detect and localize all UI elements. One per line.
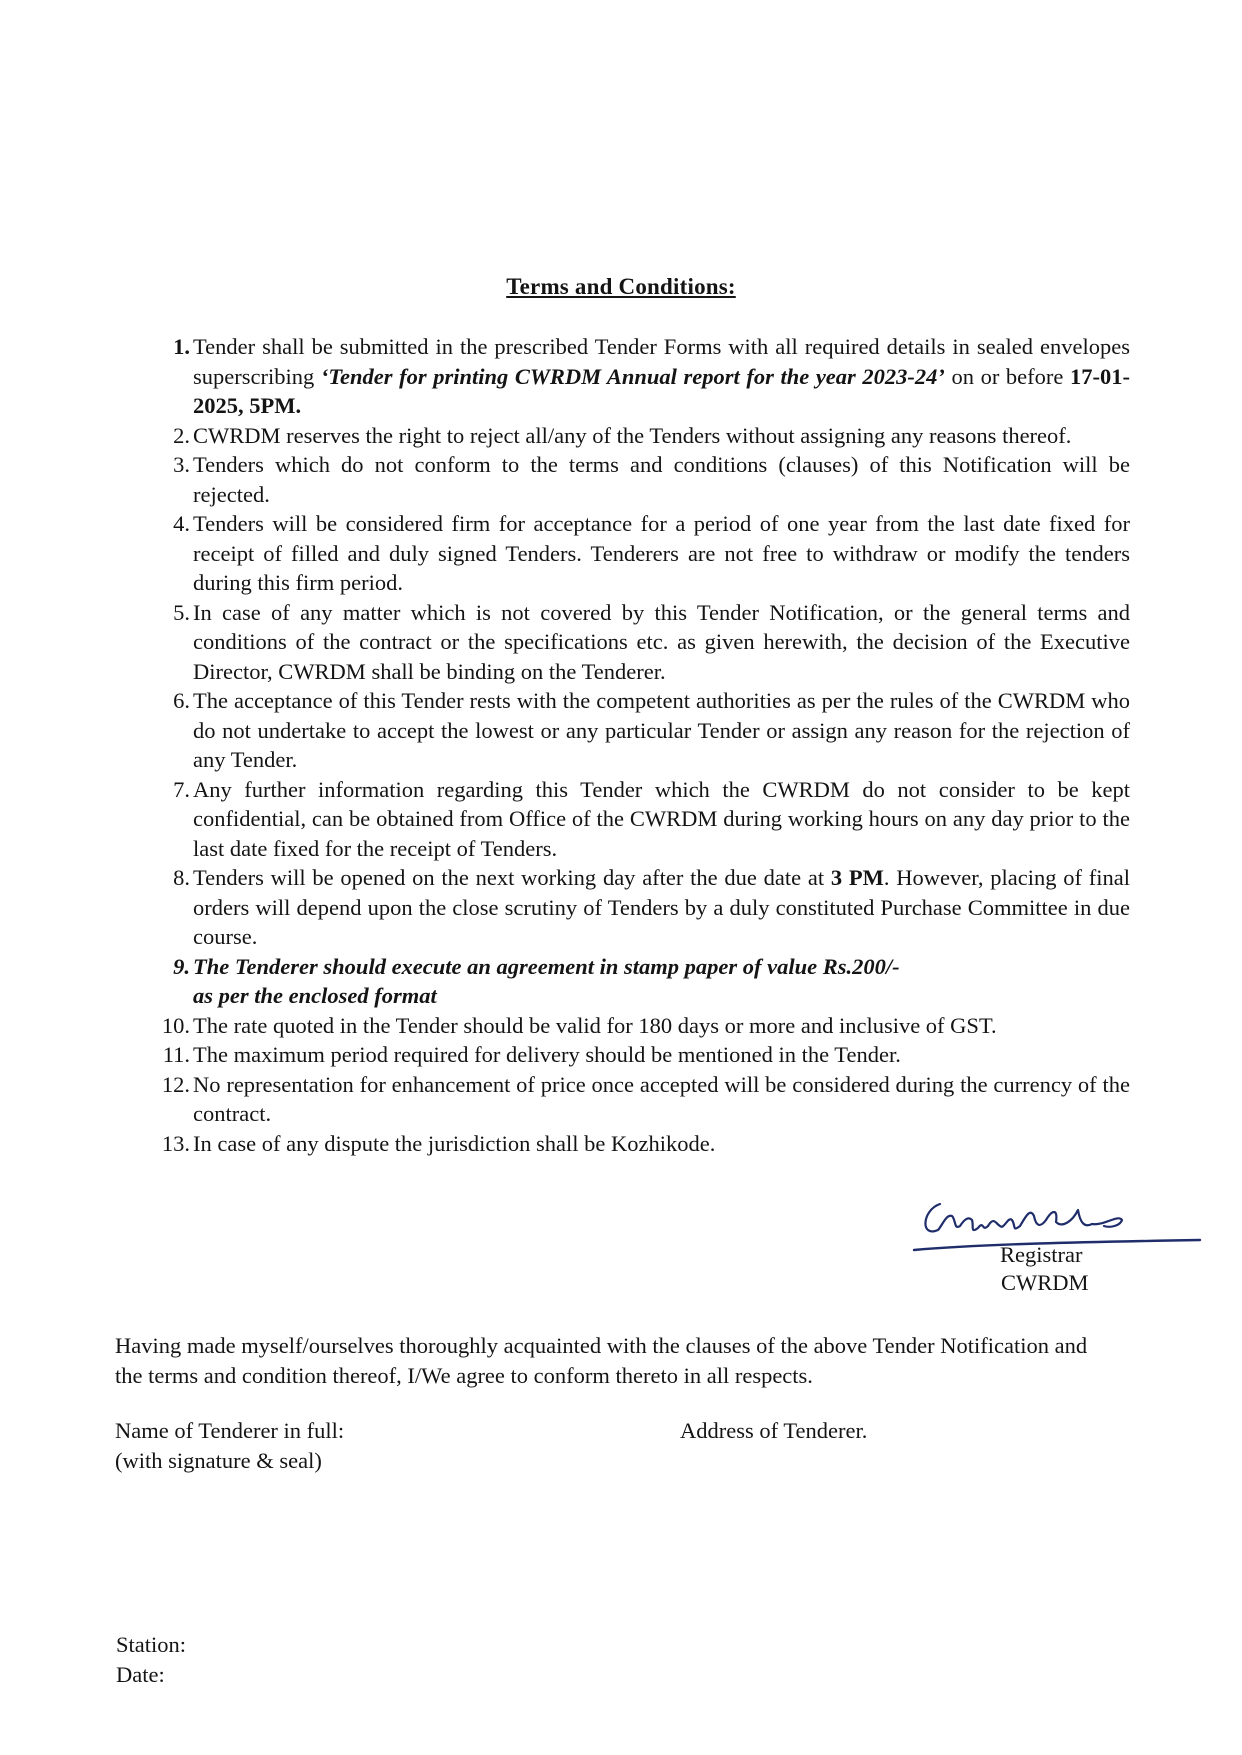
term-number: 12. [161, 1071, 190, 1097]
term-number: 5. [173, 599, 190, 625]
term-text: Tenders will be considered firm for acceptance for a period of one year from the last date fixed for receipt of filled and duly signed Tenders. Tenderers are not free to withdraw or modify the tenders during this firm period. [193, 511, 1130, 595]
term-number: 6. [173, 688, 190, 713]
declaration-text: Having made myself/ourselves thoroughly acquainted with the clauses of the above Tender Notification and the terms and condition thereof, I/We agree to conform thereto in all respects. [115, 1333, 1088, 1388]
tenderer-name-label: Name of Tenderer in full: [115, 1418, 345, 1443]
term-text-part: Tender shall be submitted in the prescribed Tender Forms with all required details in sealed envelopes superscribing [193, 334, 1130, 389]
submission-deadline: 17-01-2025, 5PM. [193, 363, 1130, 418]
term-item [150, 598, 1130, 687]
term-item [150, 421, 1130, 451]
term-text: The acceptance of this Tender rests with the competent authorities as per the rules of the CWRDM who do not undertake to accept the lowest or any particular Tender or assign any reason for the rejection of any Tender. [193, 688, 1130, 772]
term-number: 11. [162, 1042, 190, 1067]
term-item [150, 686, 1130, 775]
term-item [150, 1011, 1130, 1041]
term-number: 9. [173, 953, 190, 979]
station-label: Station: [116, 1632, 187, 1657]
term-text [193, 334, 1130, 418]
term-text-part: Tenders will be opened on the next working day after the due date at [193, 865, 831, 890]
opening-time: 3 PM [830, 865, 884, 890]
term-item [150, 450, 1130, 509]
term-item [150, 1070, 1130, 1129]
signature-seal-note: (with signature & seal) [115, 1448, 322, 1473]
term-item [150, 775, 1130, 864]
tender-subject: ‘Tender for printing CWRDM Annual report for the year 2023-24’ [320, 363, 945, 389]
terms-list [150, 332, 1130, 1158]
term-text: Any further information regarding this Tender which the CWRDM do not consider to be kept confidential, can be obtained from Office of the CWRDM during working hours on any day prior to the last date fixed for the receipt of Tenders. [193, 776, 1130, 861]
term-text: In case of any dispute the jurisdiction shall be Kozhikode. [193, 1130, 716, 1156]
term-item [150, 1040, 1130, 1070]
tenderer-address-label: Address of Tenderer. [680, 1418, 868, 1443]
term-text: CWRDM reserves the right to reject all/any of the Tenders without assigning any reasons thereof. [193, 422, 1072, 448]
term-item [150, 863, 1130, 952]
term-number: 8. [173, 865, 190, 890]
page-title: Terms and Conditions: [506, 274, 736, 299]
term-text: Tenders which do not conform to the terms and conditions (clauses) of this Notification will be rejected. [193, 452, 1130, 507]
term-text-part: on or before [944, 363, 1070, 389]
term-item [150, 1129, 1130, 1159]
term-text: No representation for enhancement of price once accepted will be considered during the currency of the contract. [193, 1071, 1130, 1126]
date-label: Date: [116, 1662, 165, 1687]
term-number: 3. [173, 452, 190, 477]
term-text [193, 954, 900, 1009]
signatory-designation: Registrar [1000, 1242, 1083, 1267]
term-number: 1. [173, 334, 190, 359]
term-text-line: as per the enclosed format [193, 983, 437, 1008]
term-number: 4. [173, 511, 190, 536]
term-item [150, 509, 1130, 598]
term-text: The maximum period required for delivery should be mentioned in the Tender. [193, 1042, 901, 1067]
term-text: The rate quoted in the Tender should be valid for 180 days or more and inclusive of GST. [193, 1012, 997, 1038]
signatory-organization: CWRDM [1001, 1270, 1089, 1295]
term-item [150, 952, 1130, 1011]
term-text [193, 865, 1130, 949]
term-number: 13. [161, 1130, 190, 1156]
term-number: 2. [173, 422, 190, 448]
term-item [150, 332, 1130, 421]
term-text-line: The Tenderer should execute an agreement in stamp paper of value Rs.200/- [193, 953, 900, 979]
term-number: 10. [161, 1012, 190, 1038]
term-text: In case of any matter which is not covered by this Tender Notification, or the general terms and conditions of the contract or the specifications etc. as given herewith, the decision of the Executive Director, CWRDM shall be binding on the Tenderer. [193, 599, 1130, 684]
term-text-part: . However, placing of final orders will depend upon the close scrutiny of Tenders by a duly constituted Purchase Committee in due course. [193, 865, 1130, 949]
term-number: 7. [173, 776, 190, 802]
